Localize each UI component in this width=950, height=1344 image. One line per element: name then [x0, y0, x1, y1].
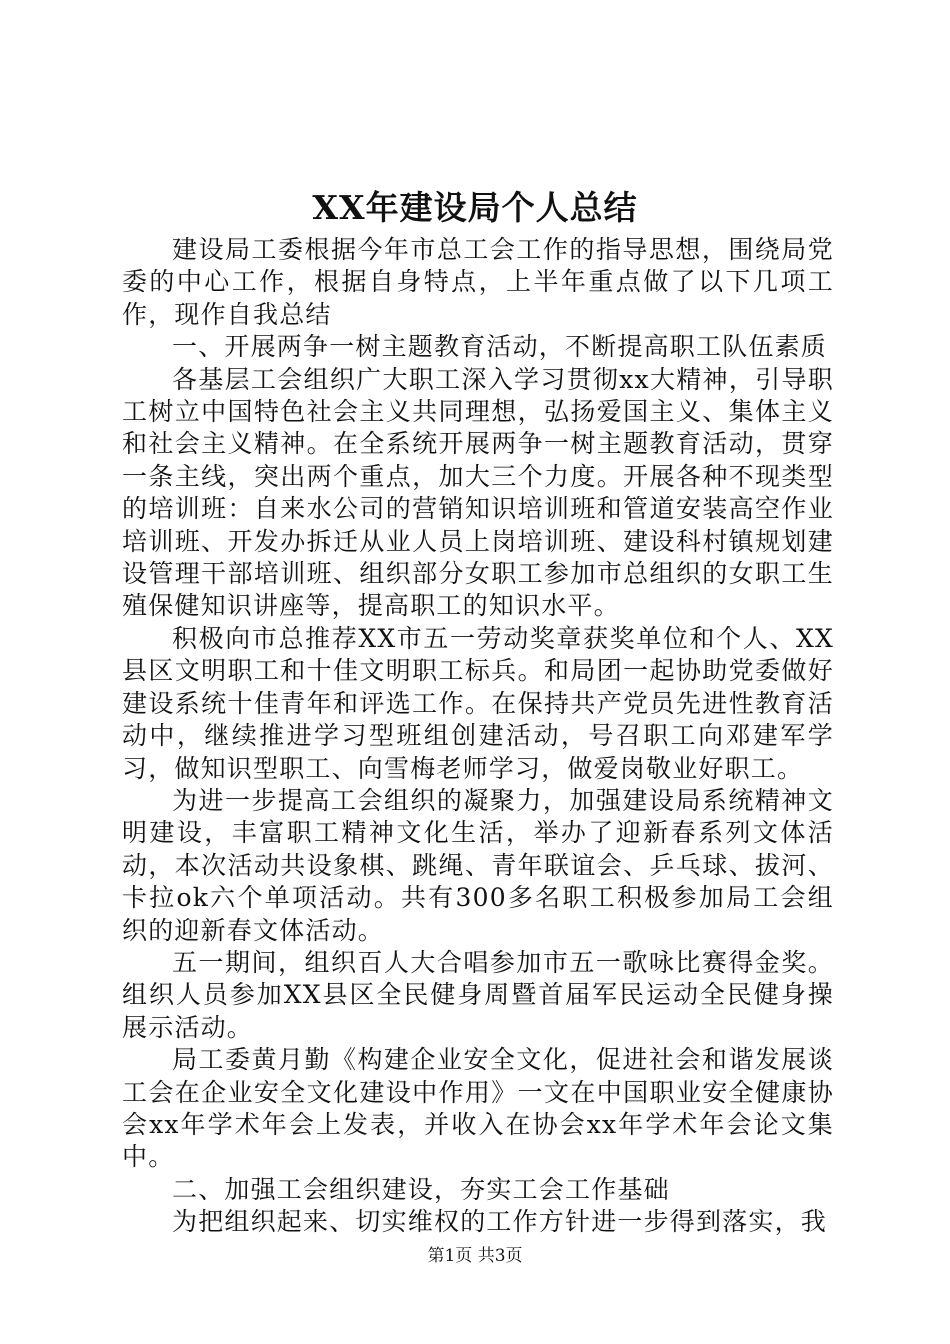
section-heading-2: 二、加强工会组织建设，夯实工会工作基础 — [172, 1174, 670, 1204]
document-title: XX年建设局个人总结 — [312, 188, 638, 227]
paragraph: 为进一步提高工会组织的凝聚力，加强建设局系统精神文明建设，丰富职工精神文化生活，举办了迎新春系列文体活动，本次活动共设象棋、跳绳、青年联谊会、乒乓球、拔河、卡拉ok六个单项活动。共有300多名职工积极参加局工会组织的迎新春文体活动。 — [122, 785, 834, 945]
paragraph: 各基层工会组织广大职工深入学习贯彻xx大精神，引导职工树立中国特色社会主义共同理想，弘扬爱国主义、集体主义和社会主义精神。在全系统开展两争一树主题教育活动，贯穿一条主线，突出两个重点，加大三个力度。开展各种不现类型的培训班：自来水公司的营销知识培训班和管道安装高空作业培训班、开发办拆迁从业人员上岗培训班、建设科村镇规划建设管理干部培训班、组织部分女职工参加市总组织的女职工生殖保健知识讲座等，提高职工的知识水平。 — [122, 364, 834, 621]
paragraph: 局工委黄月勤《构建企业安全文化，促进社会和谐发展谈工会在企业安全文化建设中作用》一文在中国职业安全健康协会xx年学术年会上发表，并收入在协会xx年学术年会论文集中。 — [122, 1045, 834, 1172]
section-heading-1: 一、开展两争一树主题教育活动，不断提高职工队伍素质 — [172, 332, 828, 362]
paragraph: 为把组织起来、切实维权的工作方针进一步得到落实，我 — [172, 1207, 828, 1237]
paragraph: 积极向市总推荐XX市五一劳动奖章获奖单位和个人、XX县区文明职工和十佳文明职工标兵。和局团一起协助党委做好建设系统十佳青年和评选工作。在保持共产党员先进性教育活动中，继续推进学习型班组创建活动，号召职工向邓建军学习，做知识型职工、向雪梅老师学习，做爱岗敬业好职工。 — [122, 623, 834, 783]
paragraph-intro: 建设局工委根据今年市总工会工作的指导思想，围绕局党委的中心工作，根据自身特点，上半年重点做了以下几项工作，现作自我总结 — [122, 235, 834, 329]
paragraph: 五一期间，组织百人大合唱参加市五一歌咏比赛得金奖。组织人员参加XX县区全民健身周暨首届军民运动全民健身操展示活动。 — [122, 947, 834, 1042]
page-number-footer: 第1页 共3页 — [427, 1246, 523, 1266]
document-body — [122, 234, 834, 1239]
